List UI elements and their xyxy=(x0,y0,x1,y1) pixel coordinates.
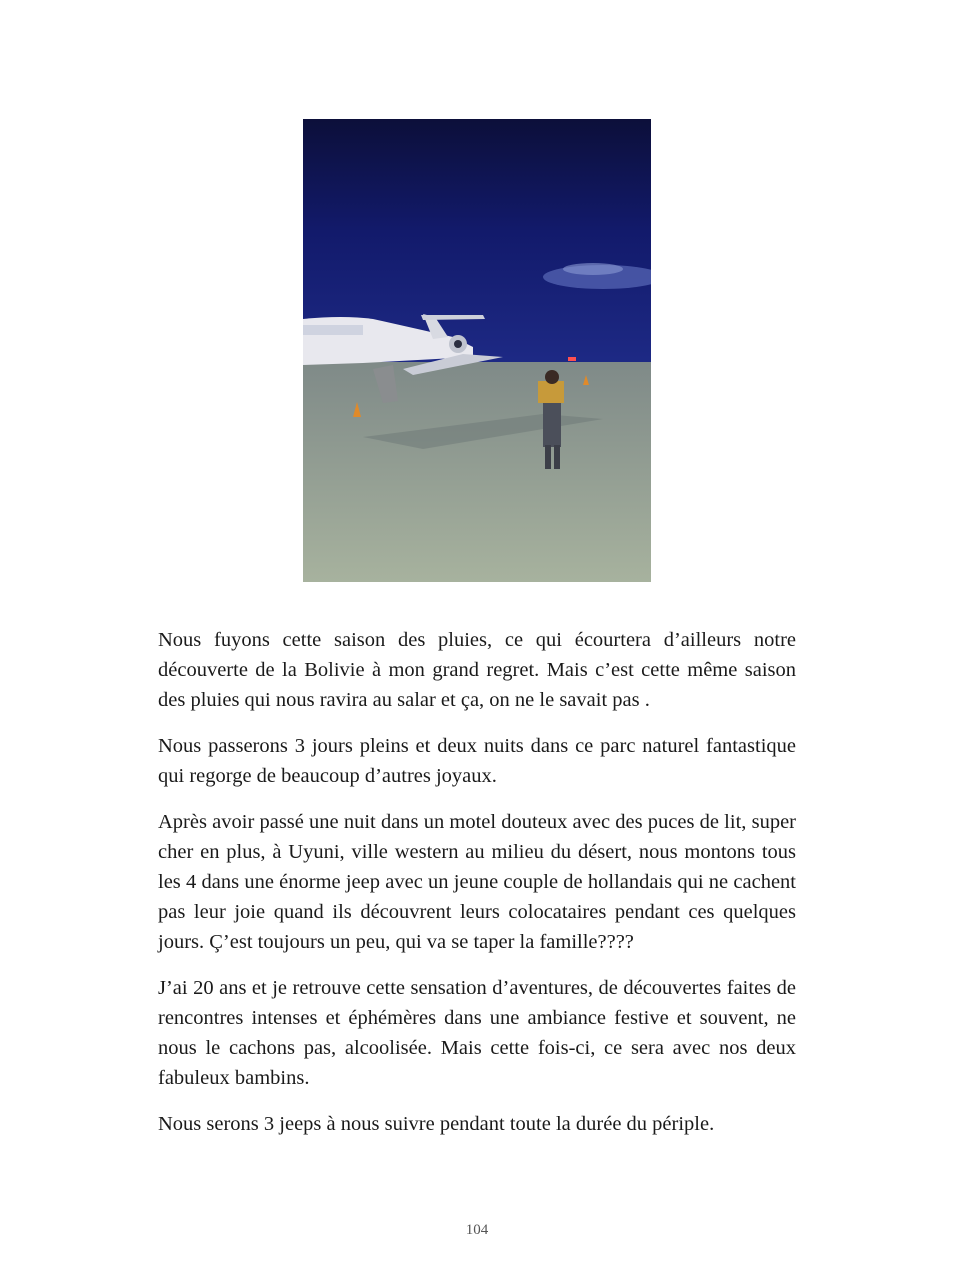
airport-night-photo xyxy=(303,119,651,582)
paragraph: Après avoir passé une nuit dans un motel douteux avec des puces de lit, super cher en plus, à Uyuni, ville western au milieu du désert, nous montons tous les 4 dans une énorme jeep avec un jeune couple de hollandais qui ne cachent pas leur joie quand ils découvrent leurs colocataires pendant ces quelques jours. Ç’est toujours un peu, qui va se taper la famille???? xyxy=(158,811,796,953)
paragraph: Nous serons 3 jeeps à nous suivre pendant toute la durée du périple. xyxy=(158,1113,715,1135)
paragraph: Nous fuyons cette saison des pluies, ce qui écourtera d’ailleurs notre découverte de la Bolivie à mon grand regret. Mais c’est cette même saison des pluies qui nous ravira au salar et ça, on ne le savait pas . xyxy=(158,629,796,711)
paragraph: Nous passerons 3 jours pleins et deux nuits dans ce parc naturel fantastique qui regorge de beaucoup d’autres joyaux. xyxy=(158,735,796,787)
paragraph: J’ai 20 ans et je retrouve cette sensation d’aventures, de découvertes faites de rencontres intenses et éphémères dans une ambiance festive et souvent, ne nous le cachons pas, alcoolisée. Mais cette fois-ci, ce sera avec nos deux fabuleux bambins. xyxy=(158,977,796,1089)
page-number: 104 xyxy=(465,1222,489,1238)
body-text xyxy=(158,625,796,1155)
